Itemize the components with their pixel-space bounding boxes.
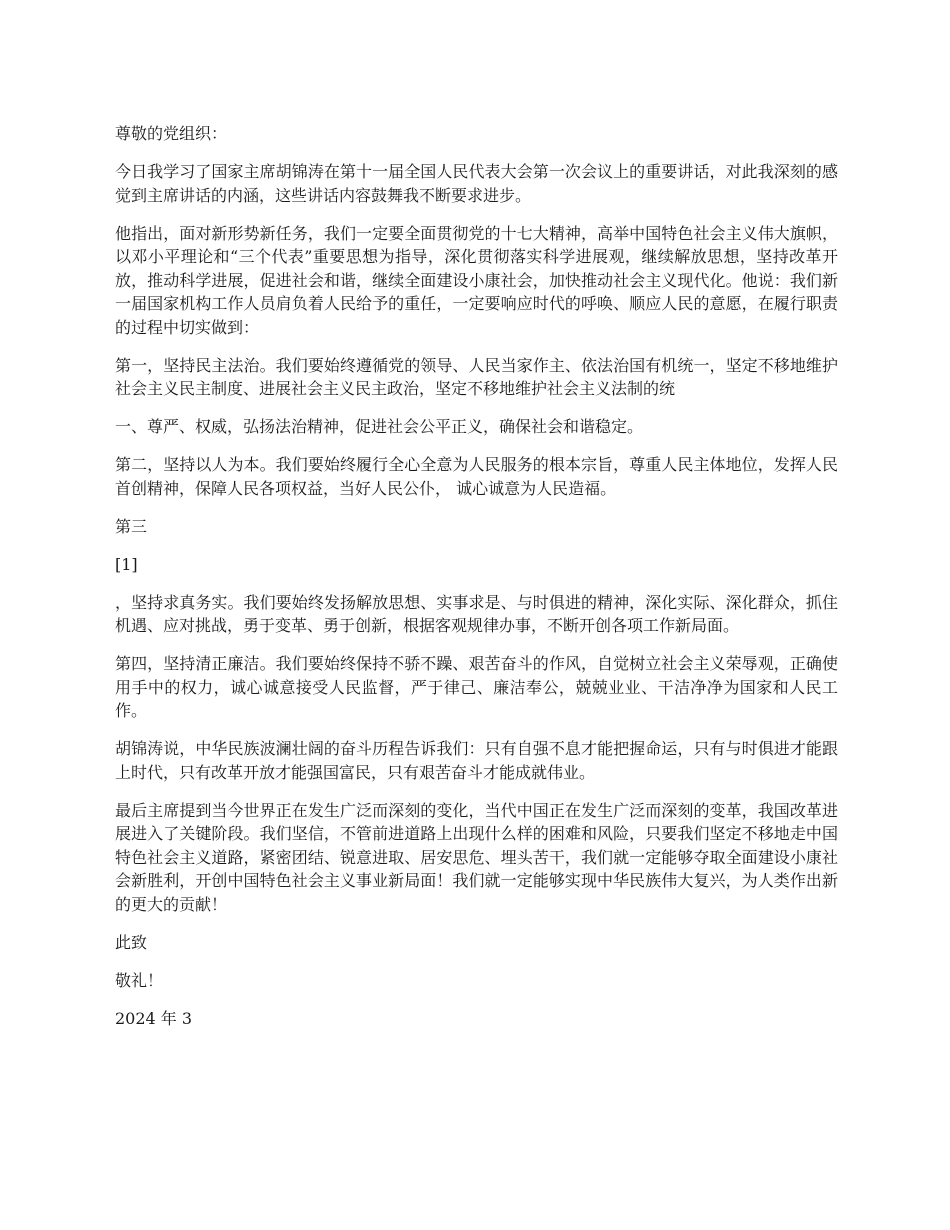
paragraph-point-two: 第二，坚持以人为本。我们要始终履行全心全意为人民服务的根本宗旨，尊重人民主体地位，发挥人民首创精神，保障人民各项权益，当好人民公仆， 诚心诚意为人民造福。 — [115, 455, 838, 498]
paragraph-point-one: 第一，坚持民主法治。我们要始终遵循党的领导、人民当家作主、依法治国有机统一，坚定不移地维护社会主义民主制度、进展社会主义民主政治，坚定不移地维护社会主义法制的统 — [115, 355, 838, 398]
paragraph-point-three-heading: 第三 — [115, 516, 148, 536]
paragraph-intro: 今日我学习了国家主席胡锦涛在第十一届全国人民代表大会第一次会议上的重要讲话，对此我深刻的感觉到主席讲话的内涵，这些讲话内容鼓舞我不断要求进步。 — [115, 162, 838, 205]
footnote-reference: [1] — [115, 554, 138, 574]
paragraph-speech-summary: 他指出，面对新形势新任务，我们一定要全面贯彻党的十七大精神，高举中国特色社会主义伟大旗帜，以邓小平理论和“三个代表”重要思想为指导，深化贯彻落实科学进展观，继续解放思想，坚持改革开放，推动科学进展，促进社会和谐，继续全面建设小康社会，加快推动社会主义现代化。他说：我们新一届国家机构工作人员肩负着人民给予的重任，一定要响应时代的呼唤、顺应人民的意愿，在履行职责的过程中切实做到： — [115, 223, 838, 337]
salutation: 尊敬的党组织： — [115, 124, 228, 143]
closing: 此致 — [115, 932, 148, 952]
paragraph-point-one-continued: 一、尊严、权威，弘扬法治精神，促进社会公平正义，确保社会和谐稳定。 — [115, 417, 644, 436]
paragraph-conclusion: 最后主席提到当今世界正在发生广泛而深刻的变化，当代中国正在发生广泛而深刻的变革，我国改革进展进入了关键阶段。我们坚信，不管前进道路上出现什么样的困难和风险，只要我们坚定不移地走中国特色社会主义道路，紧密团结、锐意进取、居安思危、埋头苦干，我们就一定能够夺取全面建设小康社会新胜利，开创中国特色社会主义事业新局面！我们就一定能够实现中华民族伟大复兴，为人类作出新的更大的贡献！ — [115, 800, 838, 914]
paragraph-point-four: 第四，坚持清正廉洁。我们要始终保持不骄不躁、艰苦奋斗的作风，自觉树立社会主义荣辱观，正确使用手中的权力，诚心诚意接受人民监督，严于律己、廉洁奉公，兢兢业业、干洁净净为国家和人民工作。 — [115, 654, 838, 720]
letter-body — [115, 122, 838, 1045]
paragraph-history: 胡锦涛说，中华民族波澜壮阔的奋斗历程告诉我们：只有自强不息才能把握命运，只有与时俱进才能跟上时代，只有改革开放才能强国富民，只有艰苦奋斗才能成就伟业。 — [115, 739, 838, 782]
regards: 敬礼！ — [115, 970, 164, 990]
paragraph-point-three: ，坚持求真务实。我们要始终发扬解放思想、实事求是、与时俱进的精神，深化实际、深化群众，抓住机遇、应对挑战，勇于变革、勇于创新，根据客观规律办事，不断开创各项工作新局面。 — [115, 592, 838, 635]
date: 2024 年 3 — [115, 1008, 193, 1028]
